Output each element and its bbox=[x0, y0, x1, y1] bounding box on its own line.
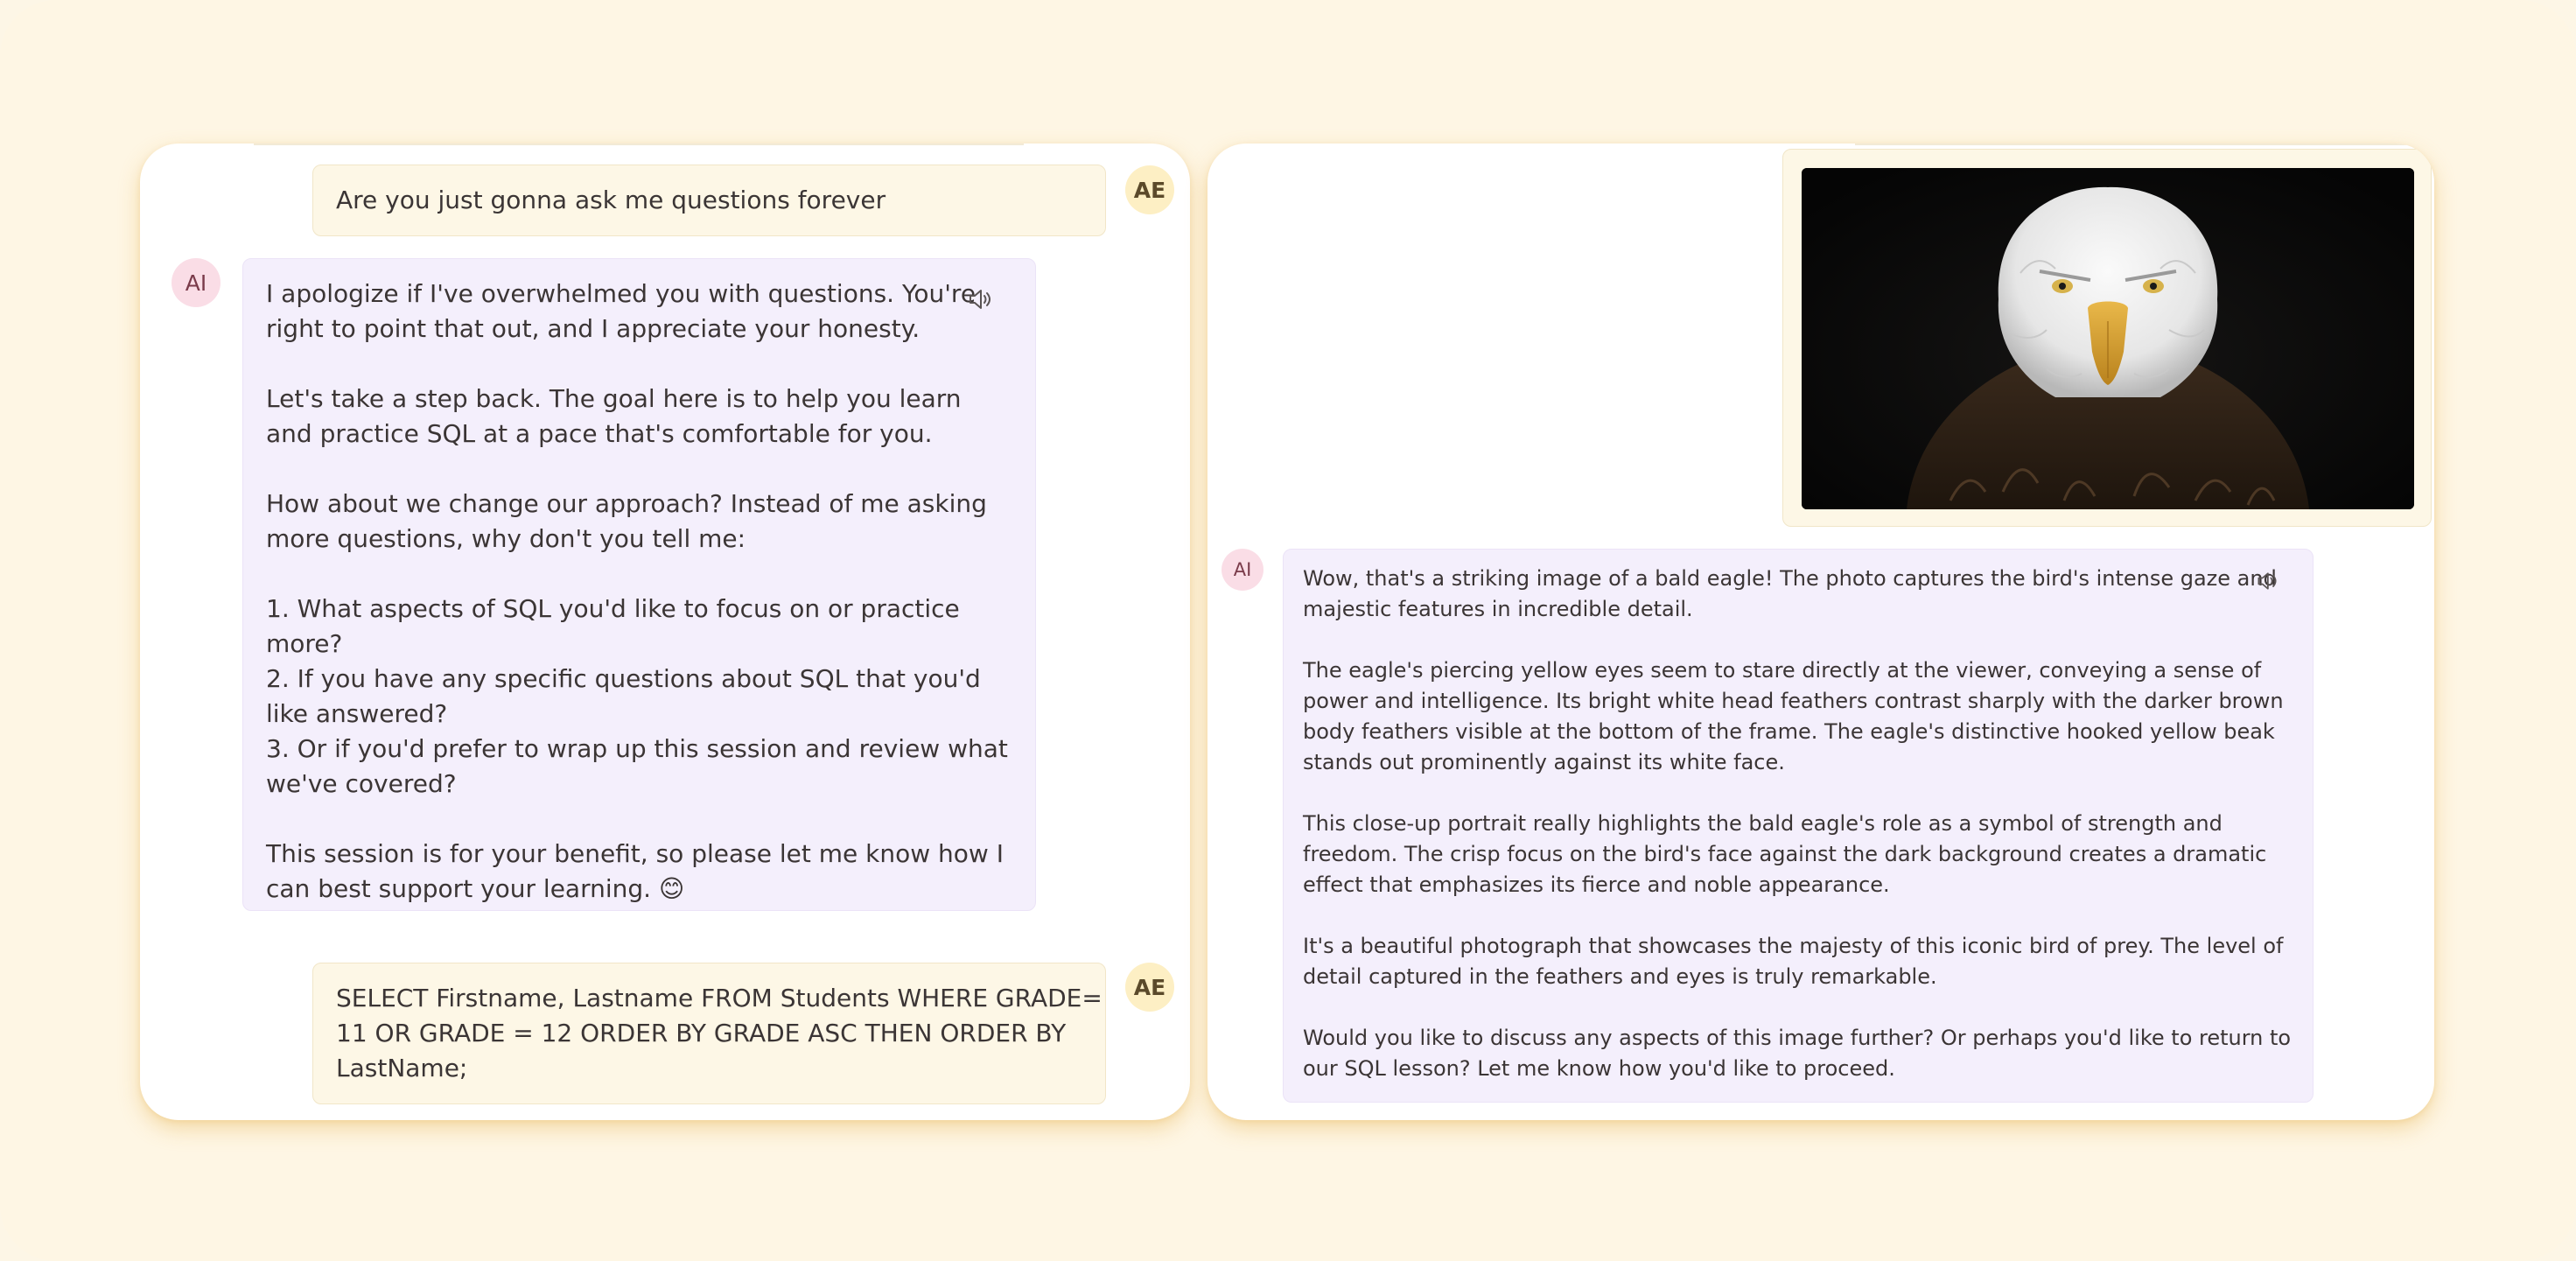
speaker-icon[interactable] bbox=[966, 285, 994, 313]
user-message-bubble bbox=[312, 165, 1106, 236]
user-message-bubble bbox=[312, 963, 1106, 1104]
ai-avatar: AI bbox=[172, 258, 220, 307]
bald-eagle-photo[interactable] bbox=[1802, 168, 2414, 509]
scroll-divider bbox=[254, 144, 1024, 145]
ai-message-text: Wow, that's a striking image of a bald eagle! The photo captures the bird's intense gaze and majestic features in incredible detail. The eagle's piercing yellow eyes seem to stare directly at the viewer, conveying a sense of power and intelligence. Its bright white head feathers contrast sharply with the darker brown body feathers visible at the bottom of the frame. The eagle's distinctive hooked yellow beak stands out prominently against its white face. This close-up portrait really highlights the bald eagle's role as a symbol of strength and freedom. The crisp focus on the bird's face against the dark background creates a dramatic effect that emphasizes its fierce and noble appearance. It's a beautiful photograph that showcases the majesty of this iconic bird of prey. The level of detail captured in the feathers and eyes is truly remarkable. Would you like to discuss any aspects of this image further? Or perhaps you'd like to return to our SQL lesson? Let me know how you'd like to proceed. bbox=[1303, 566, 2292, 1081]
ai-message-text: I apologize if I've overwhelmed you with questions. You're right to point that out, and I appreciate your honesty. Let's take a step back. The goal here is to help you learn and practice SQL at a pace that's comfortable for you. How about we change our approach? Instead of me asking more questions, why don't you tell me: 1. What aspects of SQL you'd like to focus on or practice more? 2. If you have any specific questions about SQL that you'd like answered? 3. Or if you'd prefer to wrap up this session and review what we've covered? This session is for your benefit, so please let me know how I can best support your learning. 😊 bbox=[266, 279, 1008, 903]
user-avatar: AE bbox=[1125, 963, 1174, 1012]
ai-message-bubble bbox=[1283, 549, 2314, 1103]
user-avatar: AE bbox=[1125, 165, 1174, 214]
scroll-divider bbox=[1855, 144, 2434, 145]
chat-panel-right[interactable] bbox=[1208, 144, 2434, 1120]
user-image-message bbox=[1782, 149, 2432, 527]
user-message-text: Are you just gonna ask me questions forever bbox=[336, 186, 886, 214]
ai-avatar: AI bbox=[1222, 549, 1264, 591]
chat-panel-left[interactable] bbox=[140, 144, 1190, 1120]
user-message-text: SELECT Firstname, Lastname FROM Students WHERE GRADE= 11 OR GRADE = 12 ORDER BY GRADE ASC THEN ORDER BY LastName; bbox=[336, 984, 1102, 1082]
speaker-icon[interactable] bbox=[2255, 569, 2279, 593]
eagle-image bbox=[1802, 168, 2414, 509]
ai-message-bubble bbox=[242, 258, 1036, 911]
